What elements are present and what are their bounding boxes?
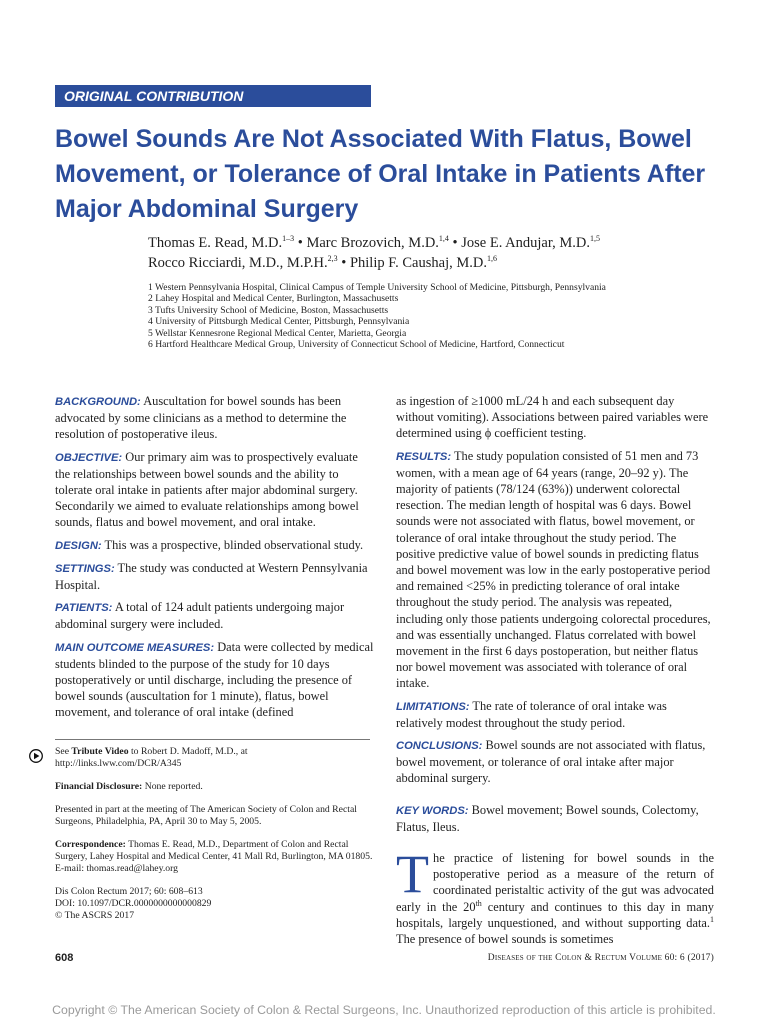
affiliation-list <box>148 282 728 350</box>
drop-cap: T <box>396 844 429 904</box>
section-heading: LIMITATIONS: <box>396 700 470 713</box>
correspondence-label: Correspondence: <box>55 839 126 850</box>
tribute-video-label: Tribute Video <box>71 746 129 757</box>
keywords-heading: KEY WORDS: <box>396 805 469 817</box>
presented-note: Presented in part at the meeting of The American Society of Colon and Rectal Surgeons, Philadelphia, PA, April 30 to May 5, 2005. <box>55 804 357 827</box>
author-separator: • <box>448 235 462 251</box>
citation-doi: DOI: 10.1097/DCR.0000000000000829 <box>55 898 212 909</box>
tribute-link[interactable]: to Robert D. Madoff, M.D., at http://links.lww.com/DCR/A345 <box>55 746 248 769</box>
section-heading: SETTINGS: <box>55 562 115 575</box>
abstract-outcome-measures <box>55 639 375 721</box>
article-title: Bowel Sounds Are Not Associated With Flatus, Bowel Movement, or Tolerance of Oral Intake in Patients After Major Abdominal Surgery <box>55 125 706 223</box>
section-heading: DESIGN: <box>55 539 102 552</box>
author-affil-sup: 1,6 <box>486 254 497 264</box>
affiliation: 3 Tufts University School of Medicine, Boston, Massachusetts <box>148 304 389 316</box>
author-affil-sup: 2,3 <box>327 254 338 264</box>
abstract-continuation: as ingestion of ≥1000 mL/24 h and each subsequent day without vomiting). Associations between paired variables were determined using ϕ coefficient testing. <box>396 394 709 441</box>
section-heading: OBJECTIVE: <box>55 451 123 464</box>
footnote-divider <box>55 739 370 740</box>
author-line-2 <box>148 253 728 273</box>
author-name: Jose E. Andujar, M.D. <box>461 235 590 251</box>
footnotes <box>55 746 375 933</box>
correspondence-text: Thomas E. Read, M.D., Department of Colon and Rectal Surgery, Lahey Hospital and Medical Center, 41 Mall Rd, Burlington, MA 01805. E-mail: thomas.read@lahey.org <box>55 839 373 874</box>
abstract-conclusions <box>396 737 714 787</box>
introduction-paragraph <box>396 844 714 947</box>
section-text: The study population consisted of 51 men and 73 women, with a mean age of 64 years (range, 20–92 y). The majority of patients (78/124 (63%)) underwent colorectal resection. The median length of hospital was 6 days. Bowel sounds were not associated with flatus, bowel movement, or tolerance of oral intake throughout the study period. The positive predictive value of bowel sounds in predicting flatus and bowel movement was low in the early postoperative period and remained <25% in predicting tolerance of oral intake throughout the study period. The analysis was repeated, including only those patients undergoing colorectal procedures, and was essentially unchanged. Flatus correlated with bowel movement in the first 6 days postoperation, but neither flatus nor bowel movement was associated with tolerance of oral intake. <box>396 448 711 691</box>
abstract-objective <box>55 449 375 531</box>
section-heading: CONCLUSIONS: <box>396 740 483 753</box>
section-heading: MAIN OUTCOME MEASURES: <box>55 641 215 654</box>
copyright-notice: Copyright © The American Society of Colon & Rectal Surgeons, Inc. Unauthorized reproduction of this article is prohibited. <box>52 1003 716 1017</box>
author-affil-sup: 1,4 <box>438 234 449 244</box>
play-video-icon[interactable] <box>29 749 43 763</box>
journal-running-footer: Diseases of the Colon & Rectum Volume 60: 6 (2017) <box>487 953 714 963</box>
section-heading: RESULTS: <box>396 450 452 463</box>
affiliation: 5 Wellstar Kennesrone Regional Medical Center, Marietta, Georgia <box>148 327 407 339</box>
author-name: Marc Brozovich, M.D. <box>306 235 439 251</box>
affiliation: 4 University of Pittsburgh Medical Center, Pittsburgh, Pennsylvania <box>148 316 410 328</box>
section-text: The rate of tolerance of oral intake was relatively modest throughout the study period. <box>396 698 667 730</box>
section-text: Bowel sounds are not associated with flatus, bowel movement, or tolerance of oral intake after major abdominal surgery. <box>396 738 706 786</box>
author-separator: • <box>294 235 307 251</box>
page-number: 608 <box>55 952 74 964</box>
section-text: Auscultation for bowel sounds has been advocated by some clinicians as a method to determine the resolution of postoperative ileus. <box>55 394 347 442</box>
keywords <box>396 802 714 835</box>
affiliation: 1 Western Pennsylvania Hospital, Clinical Campus of Temple University School of Medicine, Pittsburgh, Pennsylvania <box>148 282 606 293</box>
correspondence-note <box>55 839 375 875</box>
ordinal-sup: th <box>475 898 482 908</box>
section-text: Data were collected by medical students blinded to the purpose of the study for 10 days postoperatively or until discharge, including the presence of bowel sounds (auscultation for 1 minute), flatus, bowel movement, and tolerance of oral intake (defined <box>55 639 374 720</box>
abstract-limitations <box>396 698 714 731</box>
abstract-left-column <box>55 393 375 727</box>
section-text: The study was conducted at Western Pennsylvania Hospital. <box>55 560 368 593</box>
reference-sup: 1 <box>710 914 714 924</box>
abstract-right-column <box>396 393 714 793</box>
author-separator: • <box>337 255 350 271</box>
section-banner: ORIGINAL CONTRIBUTION <box>55 85 371 107</box>
author-line-1 <box>148 233 728 253</box>
section-text: This was a prospective, blinded observational study. <box>104 537 364 552</box>
citation-block <box>55 886 375 922</box>
tribute-note <box>55 746 375 770</box>
financial-disclosure <box>55 781 375 793</box>
section-text: Our primary aim was to prospectively evaluate the relationships between bowel sounds and the ability to tolerate oral intake in patients after major abdominal surgery. Secondarily we aimed to evaluate relationships among bowel sounds, flatus and bowel movement, and oral intake. <box>55 449 359 530</box>
tribute-prefix: See <box>55 746 72 757</box>
section-heading: PATIENTS: <box>55 602 113 615</box>
intro-text: he practice of listening for bowel sounds in the postoperative period as a measure of the return of coordinated peristaltic activity of the gut was advocated early in the 20 <box>396 851 714 914</box>
section-text: A total of 124 adult patients undergoing major abdominal surgery were included. <box>55 600 345 632</box>
citation-line: Dis Colon Rectum 2017; 60: 608–613 <box>55 886 203 897</box>
abstract-results <box>396 448 714 692</box>
intro-text: The presence of bowel sounds is sometimes <box>396 932 614 947</box>
author-affil-sup: 1–3 <box>282 234 295 244</box>
intro-text: century and continues to this day in many hospitals, largely unquestioned, and without supporting data. <box>396 899 714 930</box>
affiliation: 2 Lahey Hospital and Medical Center, Burlington, Massachusetts <box>148 293 399 305</box>
author-list <box>148 233 728 273</box>
citation-copyright: © The ASCRS 2017 <box>55 910 135 921</box>
disclosure-text: None reported. <box>142 781 203 792</box>
author-name: Thomas E. Read, M.D. <box>148 235 283 251</box>
abstract-patients <box>55 599 375 632</box>
section-heading: BACKGROUND: <box>55 396 141 408</box>
author-affil-sup: 1,5 <box>589 234 600 244</box>
disclosure-label: Financial Disclosure: <box>55 781 143 792</box>
keywords-text: Bowel movement; Bowel sounds, Colectomy, Flatus, Ileus. <box>396 803 699 835</box>
author-name: Philip F. Caushaj, M.D. <box>349 255 487 271</box>
affiliation: 6 Hartford Healthcare Medical Group, University of Connecticut School of Medicine, Hartford, Connecticut <box>148 339 565 351</box>
abstract-settings <box>55 560 375 593</box>
abstract-design <box>55 537 375 554</box>
abstract-background <box>55 393 375 443</box>
author-name: Rocco Ricciardi, M.D., M.P.H. <box>148 255 328 271</box>
